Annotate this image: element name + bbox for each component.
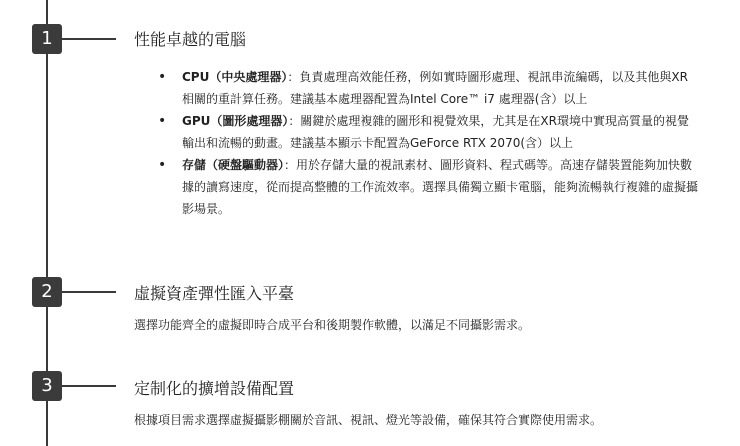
step-title: 虛擬資產彈性匯入平臺 [134,284,295,303]
step-number-badge: 3 [32,371,62,401]
step-bullet-list [158,66,698,220]
list-item [158,154,698,220]
step-description: 選擇功能齊全的虛擬即時合成平台和後期製作軟體，以滿足不同攝影需求。 [134,318,531,332]
list-item [158,66,698,110]
list-item [158,110,698,154]
step-title: 定制化的擴增設備配置 [134,379,295,398]
bullet-term: 存儲（硬盤驅動器） [182,158,285,172]
bullet-text: ：關鍵於處理複雜的圖形和視覺效果，尤其是在XR環境中實現高質量的視覺輸出和流暢的動畫。建議基本顯示卡配置為GeForce RTX 2070(含）以上 [182,114,689,150]
step-connector-line [62,291,116,293]
bullet-text: ：負責處理高效能任務，例如實時圖形處理、視訊串流編碼，以及其他與XR相關的重計算任務。建議基本處理器配置為Intel Core™ i7 處理器(含）以上 [182,70,688,106]
step-description: 根據項目需求選擇虛擬攝影棚關於音訊、視訊、燈光等設備，確保其符合實際使用需求。 [134,413,603,427]
step-title: 性能卓越的電腦 [134,30,247,49]
bullet-term: CPU（中央處理器） [182,70,288,84]
bullet-term: GPU（圖形處理器） [182,114,289,128]
bullet-icon: • [158,113,167,129]
step-number-badge: 2 [32,277,62,307]
bullet-icon: • [158,157,167,173]
step-connector-line [62,38,116,40]
bullet-text: ：用於存儲大量的視訊素材、圖形資料、程式碼等。高速存儲裝置能夠加快數據的讀寫速度，從而提高整體的工作流效率。選擇具備獨立顯卡電腦，能夠流暢執行複雜的虛擬攝影場景。 [182,158,699,216]
bullet-icon: • [158,69,167,85]
step-connector-line [62,385,116,387]
step-number-badge: 1 [32,24,62,54]
